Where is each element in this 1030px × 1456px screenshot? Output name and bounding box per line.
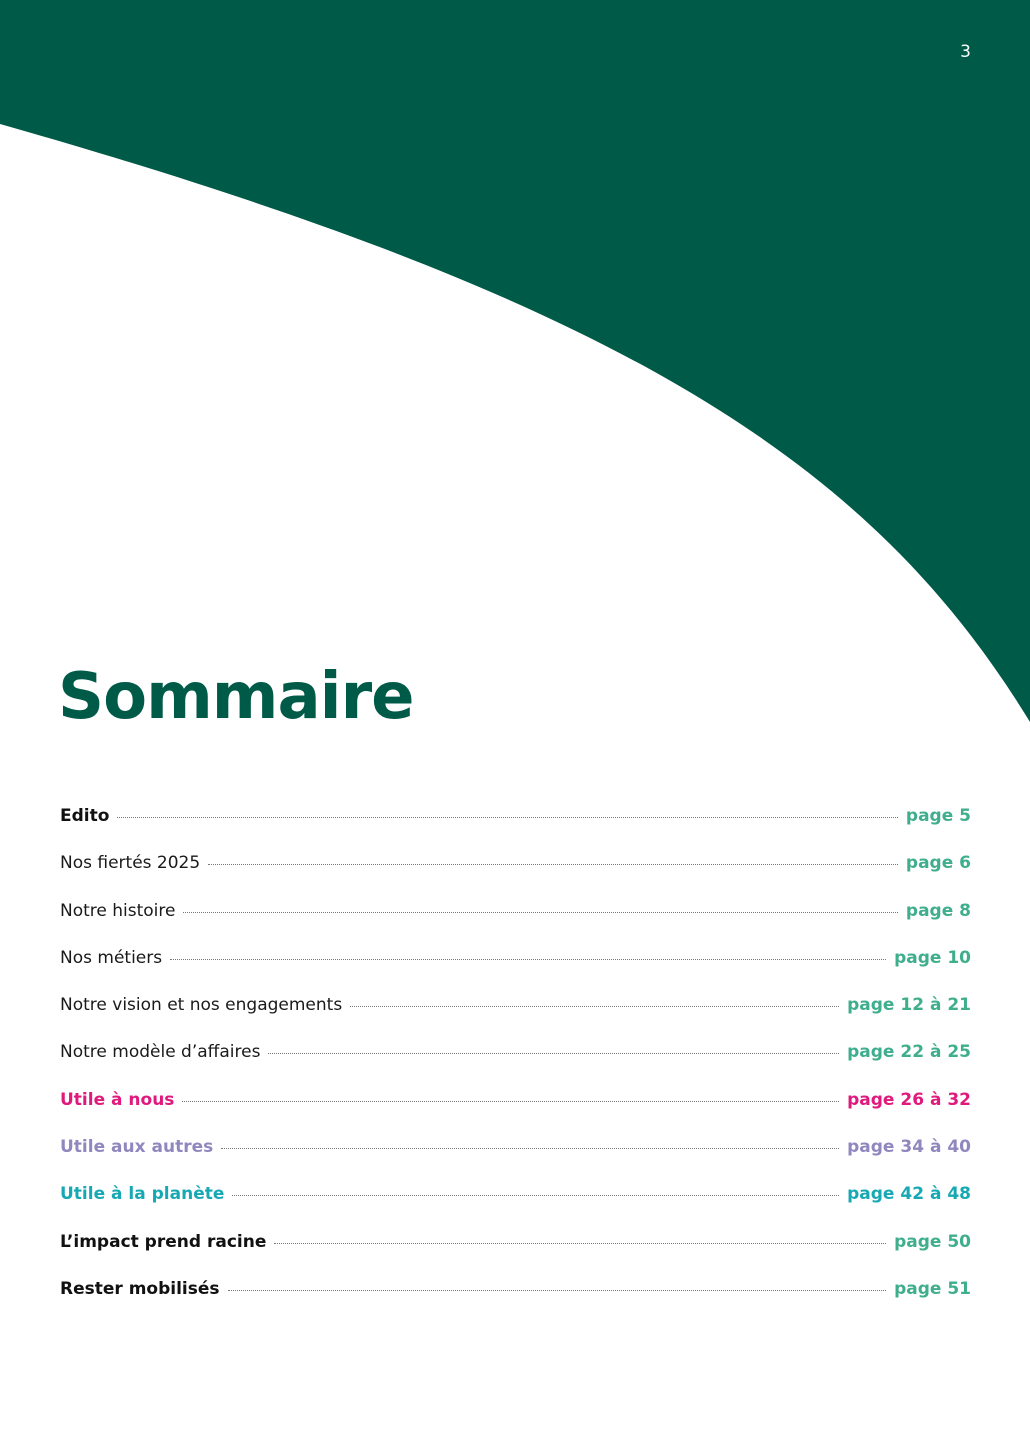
toc-dot-leader (268, 1053, 839, 1054)
toc-item[interactable] (60, 1232, 971, 1279)
toc-item-page: page 51 (894, 1278, 971, 1299)
toc-item-label: Notre vision et nos engagements (60, 995, 343, 1016)
toc-item[interactable] (60, 853, 971, 900)
toc-item[interactable] (60, 1184, 971, 1231)
toc-item-page: page 26 à 32 (847, 1089, 971, 1110)
toc-item-label: Nos métiers (60, 947, 163, 968)
toc-item-label: Utile à la planète (60, 1184, 225, 1205)
toc-item-label: Edito (60, 806, 110, 826)
toc-item-label: Rester mobilisés (60, 1278, 220, 1299)
toc-item[interactable] (60, 1137, 971, 1184)
toc-item-label: L’impact prend racine (60, 1231, 267, 1252)
toc-dot-leader (170, 959, 886, 960)
toc-item-page: page 34 à 40 (847, 1137, 971, 1158)
toc-dot-leader (274, 1243, 886, 1244)
table-of-contents (60, 806, 971, 1326)
toc-dot-leader (221, 1148, 839, 1149)
page-title: Sommaire (58, 660, 414, 734)
toc-item-page: page 6 (905, 853, 971, 874)
toc-item-page: page 50 (894, 1231, 971, 1252)
toc-dot-leader (182, 1101, 839, 1102)
toc-item-label: Notre modèle d’affaires (60, 1042, 261, 1063)
toc-item[interactable] (60, 995, 971, 1042)
page-number: 3 (960, 42, 971, 62)
toc-item[interactable] (60, 901, 971, 948)
toc-dot-leader (350, 1006, 839, 1007)
toc-item[interactable] (60, 1279, 971, 1326)
toc-item[interactable] (60, 1042, 971, 1089)
toc-dot-leader (228, 1290, 887, 1291)
toc-dot-leader (183, 912, 897, 913)
toc-item-page: page 22 à 25 (847, 1042, 971, 1063)
toc-item[interactable] (60, 948, 971, 995)
toc-item-page: page 5 (905, 806, 971, 826)
toc-dot-leader (117, 817, 897, 818)
toc-dot-leader (208, 864, 898, 865)
toc-item-label: Notre histoire (60, 900, 176, 921)
toc-item-page: page 42 à 48 (847, 1184, 971, 1205)
toc-item-page: page 8 (905, 900, 971, 921)
toc-item-label: Nos fiertés 2025 (60, 853, 201, 874)
toc-dot-leader (232, 1195, 839, 1196)
toc-item[interactable] (60, 1090, 971, 1137)
toc-item-label: Utile à nous (60, 1089, 175, 1110)
toc-item-page: page 10 (894, 947, 971, 968)
toc-item-page: page 12 à 21 (847, 995, 971, 1016)
toc-item[interactable] (60, 806, 971, 853)
toc-item-label: Utile aux autres (60, 1137, 214, 1158)
